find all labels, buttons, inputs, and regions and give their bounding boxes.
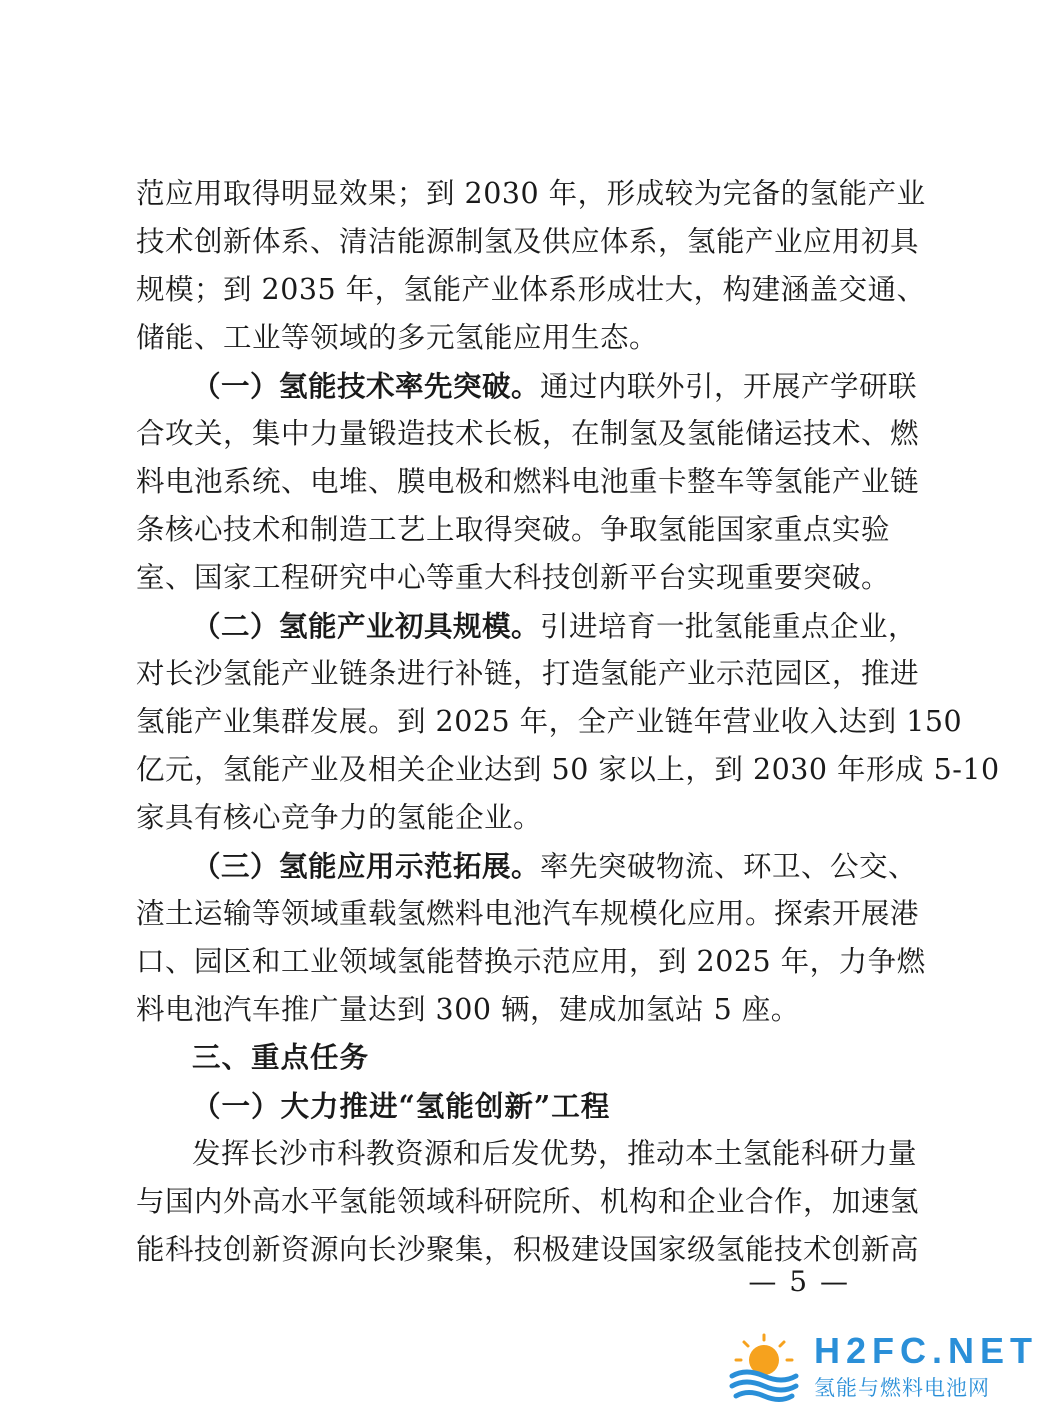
goal-3-line-2: 渣土运输等领域重载氢燃料电池汽车规模化应用。探索开展港 — [136, 897, 920, 930]
section-heading: 三、重点任务 — [192, 1041, 370, 1074]
task-1-line-2: 与国内外高水平氢能领域科研院所、机构和企业合作，加速氢 — [136, 1185, 920, 1218]
goal-1-first-rest: 通过内联外引，开展产学研联 — [540, 370, 918, 403]
paragraph-1-line-3: 规模；到 2035 年，氢能产业体系形成壮大，构建涵盖交通、 — [136, 273, 926, 306]
task-1-line-1: 发挥长沙市科教资源和后发优势，推动本土氢能科研力量 — [192, 1137, 918, 1170]
goal-1-line-2: 合攻关，集中力量锻造技术长板，在制氢及氢能储运技术、燃 — [136, 417, 920, 450]
sun-wave-logo-icon — [728, 1332, 800, 1404]
goal-1-first-line — [192, 362, 918, 410]
goal-2-line-3: 氢能产业集群发展。到 2025 年，全产业链年营业收入达到 150 — [136, 705, 963, 738]
goal-1-title: （一）氢能技术率先突破。 — [192, 369, 541, 403]
goal-1-line-3: 料电池系统、电堆、膜电极和燃料电池重卡整车等氢能产业链 — [136, 465, 920, 498]
watermark-subtitle: 氢能与燃料电池网 — [814, 1376, 990, 1400]
page-number: — 5 — — [748, 1265, 850, 1298]
paragraph-1-line-2: 技术创新体系、清洁能源制氢及供应体系，氢能产业应用初具 — [136, 225, 920, 258]
goal-2-line-2: 对长沙氢能产业链条进行补链，打造氢能产业示范园区，推进 — [136, 657, 920, 690]
paragraph-1-line-1: 范应用取得明显效果；到 2030 年，形成较为完备的氢能产业 — [136, 177, 926, 210]
watermark-logo — [728, 1330, 1038, 1406]
goal-2-first-rest: 引进培育一批氢能重点企业， — [540, 610, 918, 643]
goal-1-line-4: 条核心技术和制造工艺上取得突破。争取氢能国家重点实验 — [136, 513, 891, 546]
goal-2-title: （二）氢能产业初具规模。 — [192, 609, 541, 643]
watermark-brand: H2FC.NET — [814, 1330, 1038, 1371]
task-1-heading: （一）大力推进“氢能创新”工程 — [192, 1089, 611, 1123]
goal-3-title: （三）氢能应用示范拓展。 — [192, 849, 541, 883]
goal-3-line-3: 口、园区和工业领域氢能替换示范应用，到 2025 年，力争燃 — [136, 945, 926, 978]
paragraph-1-line-4: 储能、工业等领域的多元氢能应用生态。 — [136, 321, 659, 354]
task-1-line-3: 能科技创新资源向长沙聚集，积极建设国家级氢能技术创新高 — [136, 1233, 920, 1266]
goal-1-line-5: 室、国家工程研究中心等重大科技创新平台实现重要突破。 — [136, 561, 891, 594]
goal-2-line-4: 亿元，氢能产业及相关企业达到 50 家以上，到 2030 年形成 5-10 — [136, 753, 1000, 786]
goal-3-line-4: 料电池汽车推广量达到 300 辆，建成加氢站 5 座。 — [136, 993, 800, 1026]
goal-2-line-5: 家具有核心竞争力的氢能企业。 — [136, 801, 543, 834]
goal-3-first-line — [192, 842, 918, 890]
goal-2-first-line — [192, 602, 918, 650]
goal-3-first-rest: 率先突破物流、环卫、公交、 — [540, 850, 918, 883]
